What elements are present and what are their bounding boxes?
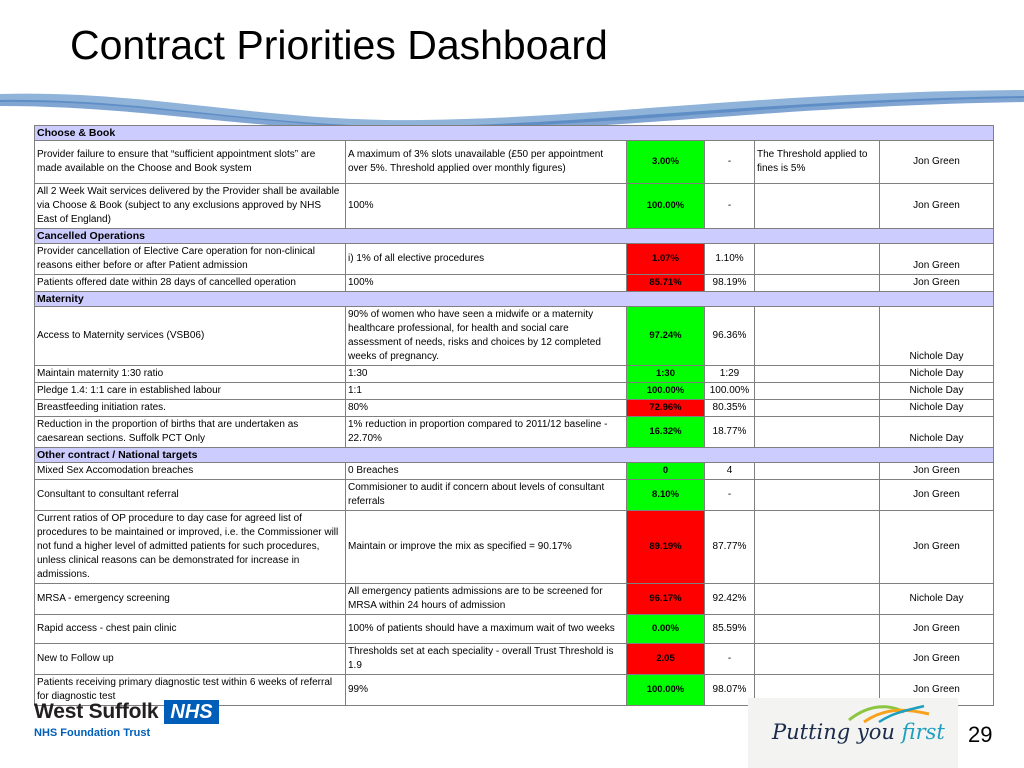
decorative-swoosh (0, 72, 1024, 132)
indicator-cell: Consultant to consultant referral (35, 480, 346, 511)
table-row (35, 615, 994, 644)
threshold-cell: 100% (346, 184, 627, 229)
previous-cell: - (705, 184, 755, 229)
lead-cell: Jon Green (880, 615, 994, 644)
section-header-choose-book (35, 126, 994, 141)
indicator-cell: Current ratios of OP procedure to day case for agreed list of procedures to be maintained or improved, i.e. the Commissioner will not fund a higher level of admitted patients for such procedures, unless clinical reasons can be demonstrated for increase in admissions. (35, 511, 346, 584)
table-row (35, 400, 994, 417)
section-header-cancelled (35, 229, 994, 244)
indicator-cell: Pledge 1.4: 1:1 care in established labour (35, 383, 346, 400)
indicator-cell: New to Follow up (35, 644, 346, 675)
trust-name: NHS Foundation Trust (34, 727, 151, 739)
lead-cell: Jon Green (880, 463, 994, 480)
indicator-cell: Rapid access - chest pain clinic (35, 615, 346, 644)
table-row (35, 244, 994, 275)
notes-cell (755, 584, 880, 615)
previous-cell: 92.42% (705, 584, 755, 615)
section-title: Choose & Book (35, 126, 994, 141)
tagline-logo (748, 698, 958, 768)
notes-cell (755, 463, 880, 480)
lead-cell: Jon Green (880, 675, 994, 706)
org-name: West Suffolk (34, 700, 159, 723)
threshold-cell: 100% (346, 275, 627, 292)
section-title: Cancelled Operations (35, 229, 994, 244)
performance-cell: 100.00% (627, 675, 705, 706)
previous-cell: 96.36% (705, 307, 755, 366)
threshold-cell: 1% reduction in proportion compared to 2011/12 baseline - 22.70% (346, 417, 627, 448)
nhs-badge: NHS (164, 700, 218, 724)
indicator-cell: Reduction in the proportion of births that are undertaken as caesarean sections. Suffolk PCT Only (35, 417, 346, 448)
previous-cell: 100.00% (705, 383, 755, 400)
performance-cell: 8.10% (627, 480, 705, 511)
section-header-maternity (35, 292, 994, 307)
table-row (35, 511, 994, 584)
indicator-cell: Mixed Sex Accomodation breaches (35, 463, 346, 480)
notes-cell (755, 307, 880, 366)
table-row (35, 584, 994, 615)
performance-cell: 1.07% (627, 244, 705, 275)
tagline-part-2: first (901, 720, 945, 744)
performance-cell: 2.05 (627, 644, 705, 675)
threshold-cell: 100% of patients should have a maximum wait of two weeks (346, 615, 627, 644)
notes-cell (755, 244, 880, 275)
lead-cell: Jon Green (880, 511, 994, 584)
threshold-cell: Commisioner to audit if concern about levels of consultant referrals (346, 480, 627, 511)
previous-cell: 87.77% (705, 511, 755, 584)
trust-logo (34, 700, 219, 739)
threshold-cell: 80% (346, 400, 627, 417)
notes-cell (755, 417, 880, 448)
table-row (35, 366, 994, 383)
table-row (35, 184, 994, 229)
threshold-cell: 1:1 (346, 383, 627, 400)
lead-cell: Jon Green (880, 184, 994, 229)
lead-cell: Nichole Day (880, 366, 994, 383)
threshold-cell: 90% of women who have seen a midwife or a maternity healthcare professional, for health and social care assessment of needs, risks and choices by 12 completed weeks of pregnancy. (346, 307, 627, 366)
previous-cell: - (705, 480, 755, 511)
lead-cell: Nichole Day (880, 417, 994, 448)
indicator-cell: Maintain maternity 1:30 ratio (35, 366, 346, 383)
indicator-cell: Provider cancellation of Elective Care operation for non-clinical reasons either before or after Patient admission (35, 244, 346, 275)
section-header-other (35, 448, 994, 463)
lead-cell: Jon Green (880, 244, 994, 275)
performance-cell: 89.19% (627, 511, 705, 584)
page-number: 29 (968, 722, 993, 747)
indicator-cell: Provider failure to ensure that “sufficient appointment slots” are made available on the Choose and Book system (35, 141, 346, 184)
lead-cell: Jon Green (880, 141, 994, 184)
indicator-cell: Breastfeeding initiation rates. (35, 400, 346, 417)
lead-cell: Nichole Day (880, 307, 994, 366)
performance-cell: 72.96% (627, 400, 705, 417)
previous-cell: 4 (705, 463, 755, 480)
performance-cell: 3.00% (627, 141, 705, 184)
dashboard-table (34, 125, 994, 706)
notes-cell (755, 383, 880, 400)
indicator-cell: Patients receiving primary diagnostic test within 6 weeks of referral for diagnostic test (35, 675, 346, 706)
indicator-cell: Access to Maternity services (VSB06) (35, 307, 346, 366)
performance-cell: 97.24% (627, 307, 705, 366)
lead-cell: Jon Green (880, 644, 994, 675)
threshold-cell: Maintain or improve the mix as specified = 90.17% (346, 511, 627, 584)
threshold-cell: All emergency patients admissions are to be screened for MRSA within 24 hours of admission (346, 584, 627, 615)
lead-cell: Nichole Day (880, 383, 994, 400)
tagline (772, 720, 945, 744)
previous-cell: 18.77% (705, 417, 755, 448)
notes-cell (755, 511, 880, 584)
threshold-cell: Thresholds set at each speciality - overall Trust Threshold is 1.9 (346, 644, 627, 675)
section-title: Maternity (35, 292, 994, 307)
lead-cell: Jon Green (880, 480, 994, 511)
previous-cell: 85.59% (705, 615, 755, 644)
threshold-cell: 1:30 (346, 366, 627, 383)
previous-cell: 80.35% (705, 400, 755, 417)
lead-cell: Nichole Day (880, 400, 994, 417)
notes-cell: The Threshold applied to fines is 5% (755, 141, 880, 184)
performance-cell: 100.00% (627, 383, 705, 400)
notes-cell (755, 275, 880, 292)
notes-cell (755, 400, 880, 417)
notes-cell (755, 644, 880, 675)
performance-cell: 100.00% (627, 184, 705, 229)
dashboard-table-container (34, 125, 993, 706)
table-row (35, 275, 994, 292)
table-row (35, 307, 994, 366)
tagline-part-1: Putting you (772, 720, 902, 744)
threshold-cell: 0 Breaches (346, 463, 627, 480)
previous-cell: - (705, 141, 755, 184)
slide-title: Contract Priorities Dashboard (70, 22, 608, 68)
table-row (35, 480, 994, 511)
notes-cell (755, 366, 880, 383)
table-row (35, 141, 994, 184)
previous-cell: 98.07% (705, 675, 755, 706)
lead-cell: Nichole Day (880, 584, 994, 615)
lead-cell: Jon Green (880, 275, 994, 292)
notes-cell (755, 615, 880, 644)
threshold-cell: 99% (346, 675, 627, 706)
previous-cell: - (705, 644, 755, 675)
performance-cell: 0.00% (627, 615, 705, 644)
performance-cell: 1:30 (627, 366, 705, 383)
indicator-cell: Patients offered date within 28 days of cancelled operation (35, 275, 346, 292)
indicator-cell: MRSA - emergency screening (35, 584, 346, 615)
notes-cell (755, 480, 880, 511)
previous-cell: 1.10% (705, 244, 755, 275)
notes-cell (755, 184, 880, 229)
performance-cell: 0 (627, 463, 705, 480)
table-row (35, 383, 994, 400)
section-title: Other contract / National targets (35, 448, 994, 463)
table-row (35, 417, 994, 448)
table-row (35, 644, 994, 675)
table-row (35, 463, 994, 480)
threshold-cell: i) 1% of all elective procedures (346, 244, 627, 275)
threshold-cell: A maximum of 3% slots unavailable (£50 per appointment over 5%. Threshold applied over monthly figures) (346, 141, 627, 184)
performance-cell: 85.71% (627, 275, 705, 292)
previous-cell: 1:29 (705, 366, 755, 383)
performance-cell: 96.17% (627, 584, 705, 615)
indicator-cell: All 2 Week Wait services delivered by the Provider shall be available via Choose & Book (subject to any exclusions approved by NHS East of England) (35, 184, 346, 229)
previous-cell: 98.19% (705, 275, 755, 292)
performance-cell: 16.32% (627, 417, 705, 448)
